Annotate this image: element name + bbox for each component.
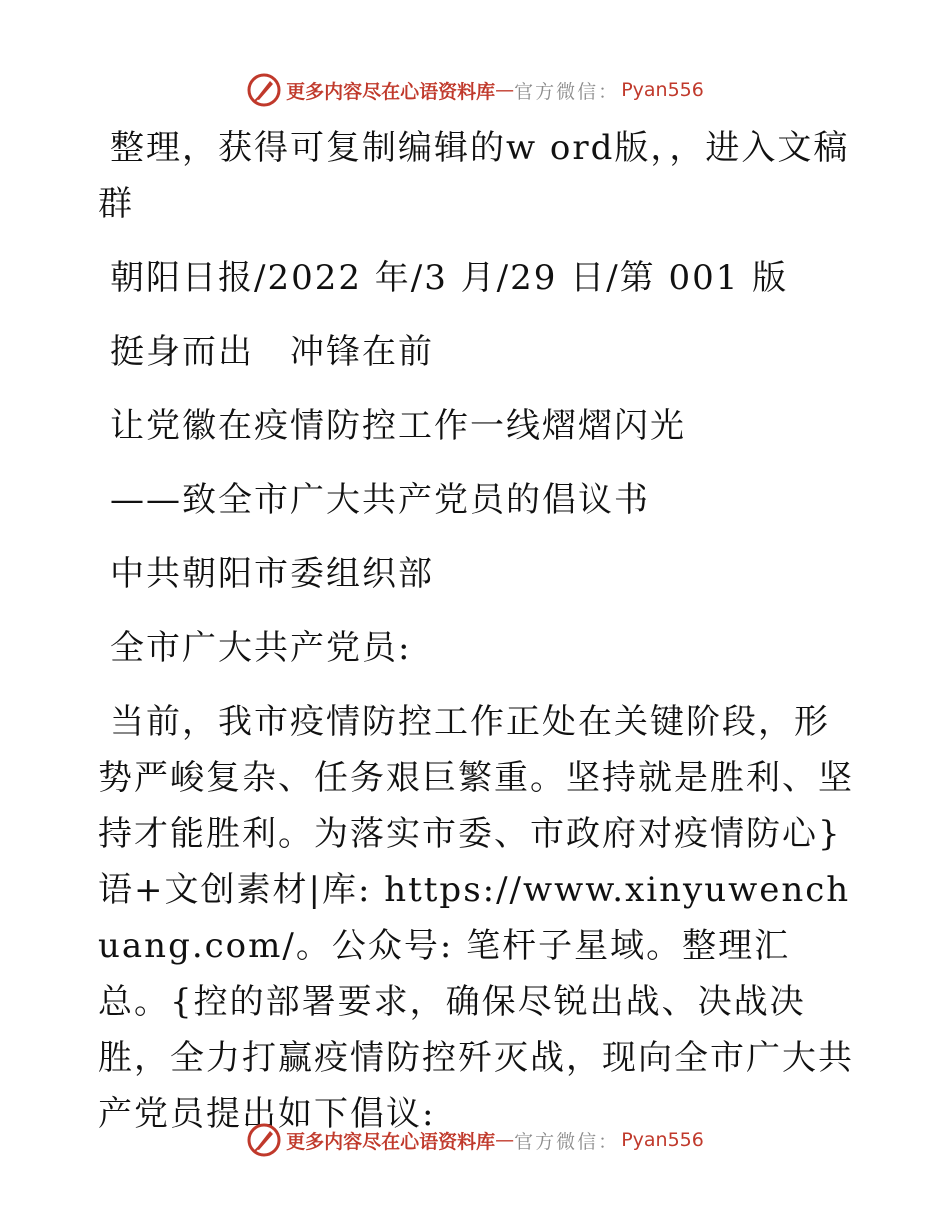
feather-pen-logo-icon xyxy=(246,1122,282,1158)
banner-main-text: 更多内容尽在心语资料库 xyxy=(286,1130,496,1153)
header-watermark-banner xyxy=(0,70,950,110)
document-body xyxy=(98,120,858,1160)
doc-paragraph-intro: 整理，获得可复制编辑的w ord版，，进入文稿群 xyxy=(98,128,850,224)
banner-wechat-id: Pyan556 xyxy=(621,1129,704,1151)
doc-paragraph-source: 朝阳日报/2022 年/3 月/29 日/第 001 版 xyxy=(110,258,789,298)
doc-subtitle: ——致全市广大共产党员的倡议书 xyxy=(110,480,650,520)
banner-wechat-id: Pyan556 xyxy=(621,79,704,101)
doc-author: 中共朝阳市委组织部 xyxy=(110,554,434,594)
doc-body-paragraph: 当前，我市疫情防控工作正处在关键阶段，形势严峻复杂、任务艰巨繁重。坚持就是胜利、坚持才能胜利。为落实市委、市政府对疫情防心}语+文创素材|库: https://www.xinyuwenchuang.com/。公众号: 笔杆子星域。整理汇总。{控的部署要求，确保尽锐出战、决战决胜，全力打赢疫情防控歼灭战，现向全市广大共产党员提出如下倡议: xyxy=(98,702,854,1134)
banner-separator: — xyxy=(495,79,515,101)
banner-separator: — xyxy=(495,1129,515,1151)
doc-subheadline: 让党徽在疫情防控工作一线熠熠闪光 xyxy=(110,406,686,446)
footer-watermark-banner xyxy=(0,1120,950,1160)
banner-main-text: 更多内容尽在心语资料库 xyxy=(286,80,496,103)
doc-salutation: 全市广大共产党员: xyxy=(110,628,412,668)
banner-official-label: 官方微信： xyxy=(514,80,620,103)
feather-pen-logo-icon xyxy=(246,72,282,108)
banner-official-label: 官方微信： xyxy=(514,1130,620,1153)
doc-headline: 挺身而出 冲锋在前 xyxy=(110,332,434,372)
